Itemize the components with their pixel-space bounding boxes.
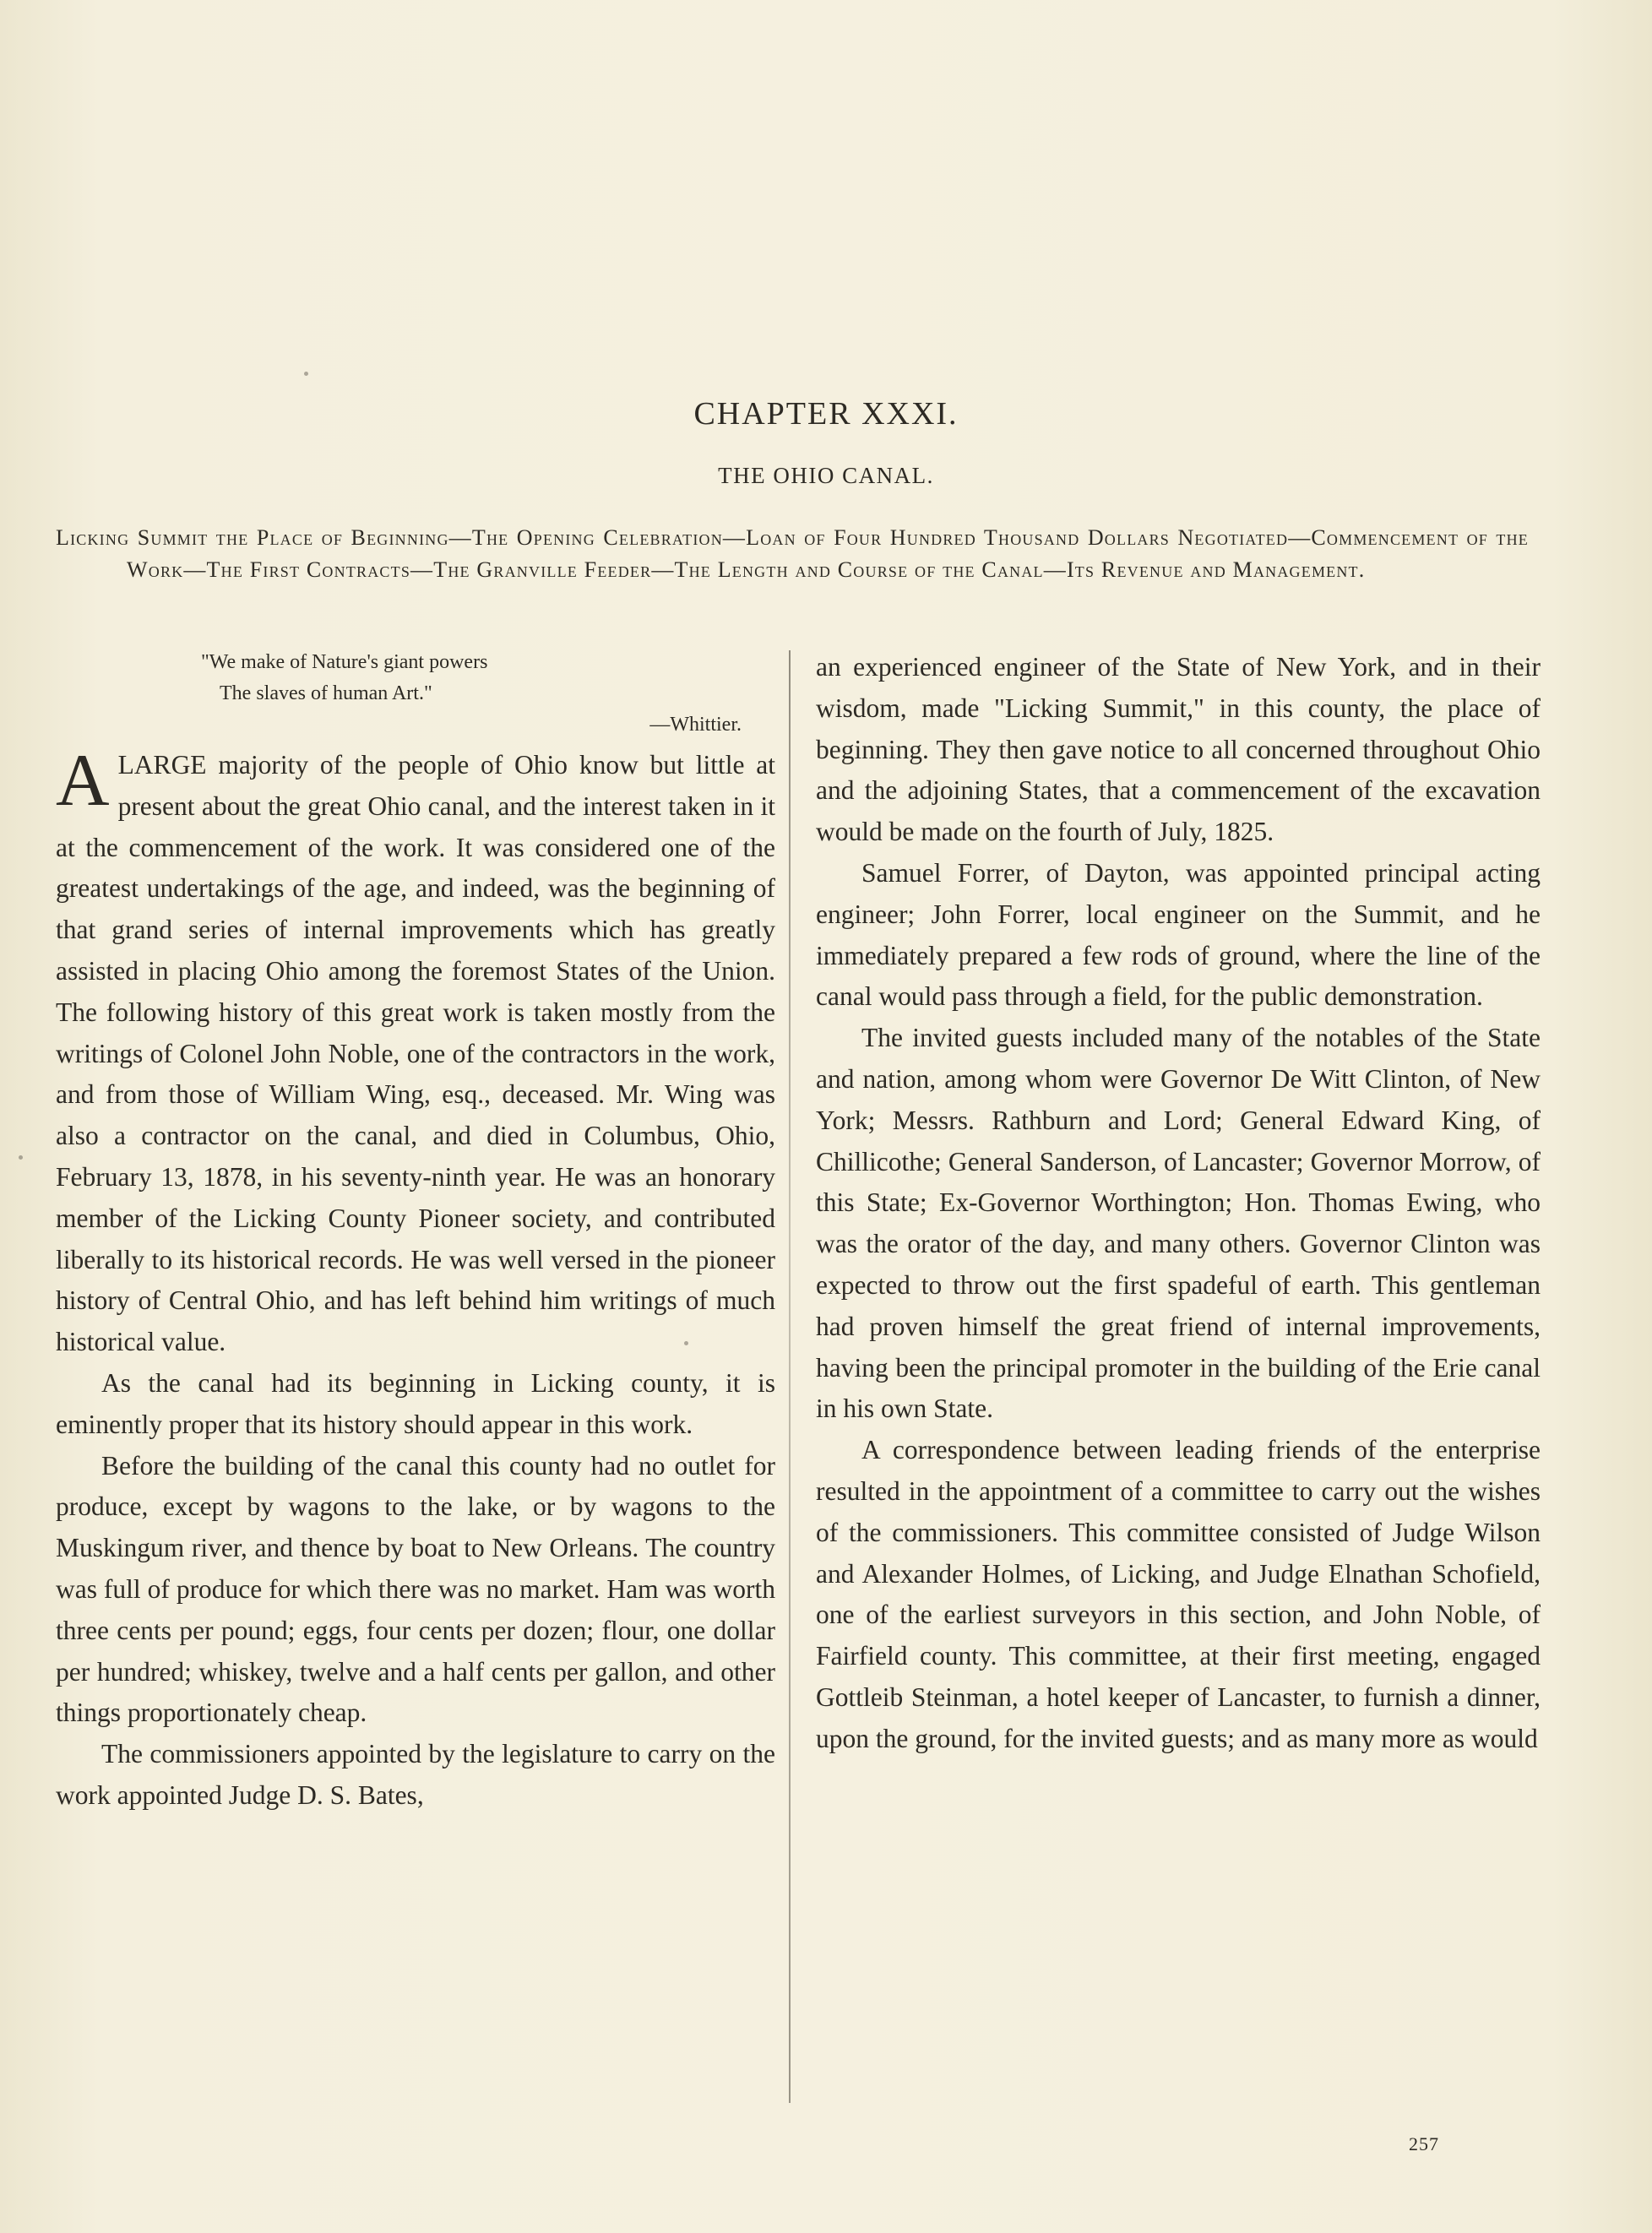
epigraph-attribution: —Whittier. — [649, 714, 742, 736]
paragraph: an experienced engineer of the State of New York, and in their wisdom, made "Licking Summit," in this county, the place of beginning. They then gave notice to all concerned throughout Ohio and the adjoining States, that a commencement of the excavation would be made on the fourth of July, 1825. — [816, 652, 1541, 847]
paragraph: Samuel Forrer, of Dayton, was appointed principal acting engineer; John Forrer, local engineer on the Summit, and he immediately prepared a few rods of ground, where the line of the canal would pass through a field, for the public demonstration. — [816, 857, 1541, 1012]
epigraph — [56, 647, 775, 745]
summary-text: Licking Summit the Place of Beginning—The Opening Celebration—Loan of Four Hundred Thousand Dollars Negotiated—Commencement of the Work—The First Contracts—The Granville Feeder—The Length and Course of the Canal—Its Revenue and Management. — [56, 525, 1529, 582]
chapter-summary — [56, 522, 1529, 586]
paragraph: The invited guests included many of the notables of the State and nation, among whom were Governor De Witt Clinton, of New York; Messrs. Rathburn and Lord; General Edward King, of Chillicothe; General Sanderson, of Lancaster; Governor Morrow, of this State; Ex-Governor Worthington; Hon. Thomas Ewing, who was the orator of the day, and many others. Governor Clinton was expected to throw out the first spadeful of earth. This gentleman had proven himself the great friend of internal improvements, having been the principal promoter in the building of the Erie canal in his own State. — [816, 1023, 1541, 1424]
paragraph — [56, 740, 775, 1363]
column-divider — [789, 650, 791, 2103]
page-number: 257 — [1409, 2133, 1439, 2154]
left-column — [56, 647, 775, 1817]
paragraph: As the canal had its beginning in Licking county, it is eminently proper that its history should appear in this work. — [56, 1367, 775, 1439]
drop-cap: A — [56, 740, 110, 822]
right-column — [816, 647, 1541, 1760]
paper-speck — [19, 1155, 23, 1160]
chapter-title: THE OHIO CANAL. — [718, 463, 934, 488]
paragraph: Before the building of the canal this county had no outlet for produce, except by wagons to the lake, or by wagons to the Muskingum river, and thence by boat to New Orleans. The country was full of produce for which there was no market. Ham was worth three cents per pound; eggs, four cents per dozen; flour, one dollar per hundred; whiskey, twelve and a half cents per gallon, and other things proportionately cheap. — [56, 1450, 775, 1728]
paragraph-text: LARGE majority of the people of Ohio know but little at present about the great Ohio canal, and the interest taken in it at the commencement of the work. It was considered one of the greatest undertakings of the age, and indeed, was the beginning of that grand series of internal improvements which has greatly assisted in placing Ohio among the foremost States of the Union. The following history of this great work is taken mostly from the writings of Colonel John Noble, one of the contractors in the work, and from those of William Wing, esq., deceased. Mr. Wing was also a contractor on the canal, and died in Columbus, Ohio, February 13, 1878, in his seventy-ninth year. He was an honorary member of the Licking County Pioneer society, and contributed liberally to its historical records. He was well versed in the pioneer history of Central Ohio, and has left behind him writings of much historical value. — [56, 750, 775, 1357]
epigraph-line-2: The slaves of human Art." — [220, 682, 432, 704]
paragraph: A correspondence between leading friends of the enterprise resulted in the appointment of a committee to carry out the wishes of the commissioners. This committee consisted of Judge Wilson and Alexander Holmes, of Licking, and Judge Elnathan Schofield, one of the earliest surveyors in this section, and John Noble, of Fairfield county. This committee, at their first meeting, engaged Gottleib Steinman, a hotel keeper of Lancaster, to furnish a dinner, upon the ground, for the invited guests; and as many more as would — [816, 1435, 1541, 1753]
epigraph-line-1: "We make of Nature's giant powers — [201, 651, 488, 673]
paragraph: The commissioners appointed by the legislature to carry on the work appointed Judge D. S. Bates, — [56, 1739, 775, 1810]
paper-speck — [304, 372, 308, 376]
chapter-number: CHAPTER XXXI. — [693, 396, 959, 432]
